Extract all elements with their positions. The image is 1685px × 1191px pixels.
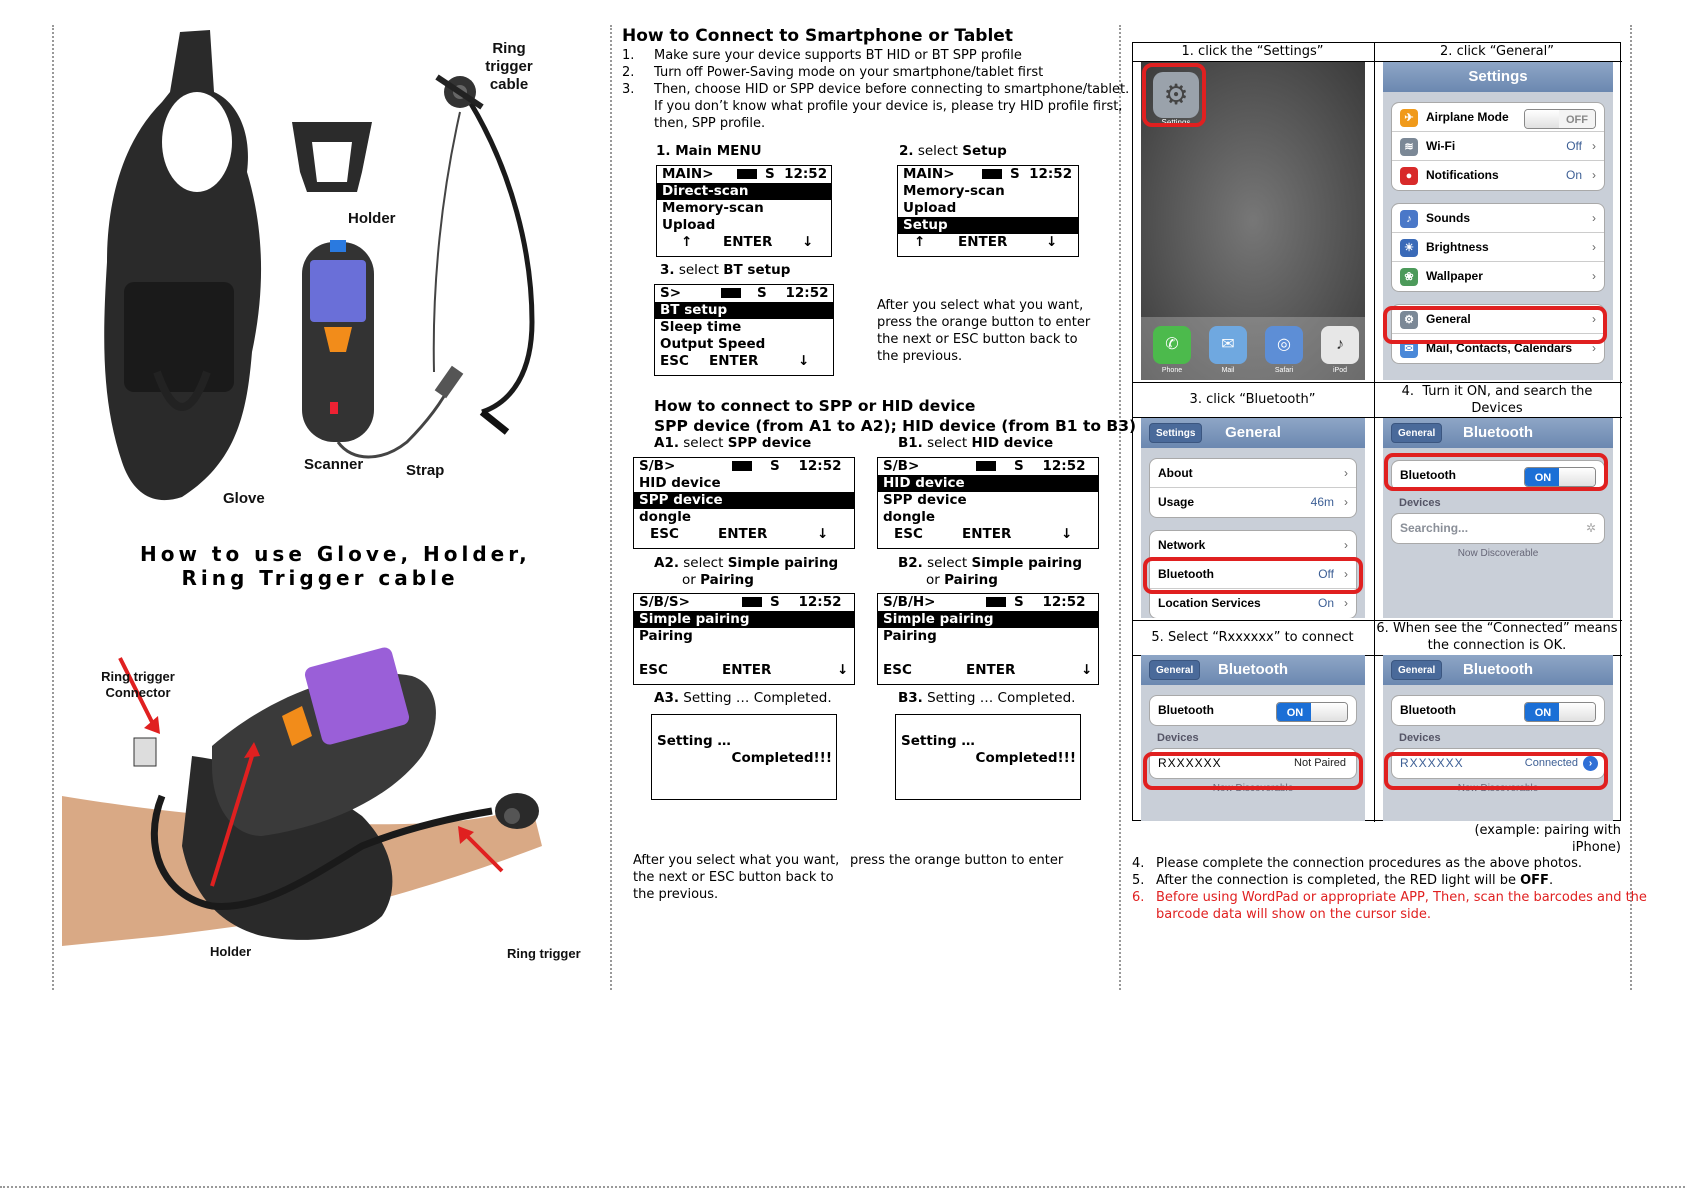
notifications-row[interactable]: ● Notifications On › [1392, 161, 1604, 190]
text-right-cells-4-text: Select “Rxxxxxx” to connect [1167, 630, 1354, 645]
caption-a2 [654, 555, 838, 589]
text-middle-lcdB2-rows-1: Simple pairing [878, 611, 1098, 628]
text-middle-lcd1-rows-3: Upload [662, 217, 716, 233]
text-middle-lcdA1-footer-1: ENTER [718, 526, 768, 542]
location-services-row[interactable]: Location Services On › [1150, 589, 1356, 618]
text-middle-lcd1-footer-1: ENTER [723, 234, 773, 250]
text-right-notes-1-pre: After the connection is completed, the RED light will be [1156, 873, 1521, 888]
example-note: (example: pairing with iPhone) [1474, 823, 1621, 855]
text-middle-lcdB2-status: S 12:52 [1014, 594, 1086, 610]
text-middle-cap2_pre: select [913, 143, 963, 159]
text-middle-lcdB1-status: S 12:52 [1014, 458, 1086, 474]
text-middle-b1_pre: select [922, 435, 972, 451]
lcd-b1-hid [877, 457, 1099, 549]
iphone-bt-notpaired-screen [1141, 655, 1365, 821]
text-middle-b3_num: B3. [898, 690, 923, 706]
step-1-num: 1. [622, 48, 635, 63]
text-right-settings_screen-rows3-1-label: Mail, Contacts, Calendars [1426, 341, 1573, 355]
text-right-bt_search-on: ON [1525, 468, 1561, 487]
text-middle-lcdB2-rows-3 [878, 645, 1098, 662]
text-middle-lcdB1-rows-3: dongle [883, 509, 935, 525]
text-right-home_icons-1: Phone [1161, 367, 1183, 374]
text-right-bt_connected-on: ON [1525, 703, 1561, 722]
text-middle-lcd3-rows-3: Output Speed [660, 336, 766, 352]
about-row[interactable]: About › [1150, 459, 1356, 488]
text-right-bt_notpaired-disc: Now Discoverable [1212, 783, 1294, 794]
text-middle-lcdB2-rows-0: S/B/H> [883, 594, 936, 610]
highlight-device-connected [1383, 751, 1609, 791]
text-middle-lcd2-footer-2: ↓ [1046, 234, 1058, 250]
back-to-settings-button[interactable]: Settings [1149, 423, 1202, 443]
text-middle-a2_num: A2. [654, 555, 679, 571]
brightness-row[interactable]: ☀ Brightness › [1392, 233, 1604, 262]
text-middle-lcdA1-footer-2: ↓ [817, 526, 829, 542]
caption-select-setup [899, 143, 1007, 159]
text-middle-cap1_num: 1. [656, 143, 671, 159]
text-middle-lcdB1-footer-1: ENTER [962, 526, 1012, 542]
text-right-bt_connected-disc: Now Discoverable [1457, 783, 1539, 794]
bluetooth-switch[interactable] [1276, 702, 1348, 722]
text-middle-lcdB2-footer-2: ↓ [1081, 662, 1093, 678]
text-right-bt_connected-devices: Devices [1399, 732, 1441, 744]
text-middle-a1_num: A1. [654, 435, 679, 451]
text-right-cells-2-text: click “Bluetooth” [1206, 392, 1316, 407]
text-right-cells-0-num: 1. [1181, 44, 1194, 59]
text-right-notes-2-text: Before using WordPad or appropriate APP, Then, scan the barcodes and the barcode data will show on the cursor side. [1156, 890, 1647, 922]
bluetooth-toggle-row[interactable] [1392, 696, 1604, 725]
text-middle-a2_or: or [682, 572, 701, 588]
text-middle-lcdA1-status: S 12:52 [770, 458, 842, 474]
back-to-general-button[interactable]: General [1391, 423, 1442, 443]
text-middle-b2_bold: Simple pairing [971, 555, 1083, 571]
text-right-bt_connected-device: RXXXXXX [1400, 756, 1464, 770]
highlight-bluetooth [1142, 556, 1364, 595]
text-middle-lcdB2-footer-0: ESC [883, 662, 912, 678]
cell-caption-2 [1373, 43, 1621, 60]
text-right-home_icons-0: Settings [1161, 118, 1191, 127]
ipod-app-icon[interactable]: ♪ [1321, 326, 1359, 364]
text-middle-lcd3-footer-2: ↓ [798, 353, 810, 369]
text-middle-lcdA2-rows-2: Pairing [639, 628, 693, 644]
wifi-row[interactable]: ≋ Wi-Fi Off › [1392, 132, 1604, 161]
text-right-cells-0-text: click the “Settings” [1198, 44, 1324, 59]
sounds-row[interactable]: ♪ Sounds › [1392, 204, 1604, 233]
settings-app-icon[interactable]: ⚙ [1153, 72, 1199, 118]
text-middle-lcdB1-rows-2: SPP device [883, 492, 967, 508]
final-notes [1132, 855, 1647, 923]
text-right-bt_notpaired-row: Bluetooth [1158, 703, 1214, 717]
label-holder: Holder [348, 210, 396, 227]
text-middle-lcd3-footer-0: ESC [660, 353, 689, 369]
text-right-cells-2-num: 3. [1189, 392, 1202, 407]
bluetooth-toggle-row[interactable] [1150, 696, 1356, 725]
text-middle-lcd3-rows-1: BT setup [655, 302, 833, 319]
text-middle-lcdA1-rows-1: HID device [639, 475, 721, 491]
highlight-bt-on [1383, 452, 1609, 492]
text-right-cells-3-text: Turn it ON, and search the Devices [1422, 384, 1593, 416]
wallpaper-row[interactable]: ❀ Wallpaper › [1392, 262, 1604, 291]
bluetooth-row[interactable]: Bluetooth Off › [1150, 560, 1356, 589]
text-middle-lcdB2-rows-2: Pairing [883, 628, 937, 644]
accessories-photo [62, 22, 602, 512]
divider-right [1630, 25, 1632, 990]
text-right-notes-2-num: 6. [1132, 890, 1145, 905]
mail-contacts-row[interactable]: ✉ Mail, Contacts, Calendars › [1392, 334, 1604, 363]
text-middle-lcdA1-footer-0: ESC [650, 526, 679, 542]
text-middle-lcdA2-rows-1: Simple pairing [634, 611, 854, 628]
step-2-num: 2. [622, 65, 635, 80]
cell-caption-6 [1373, 620, 1621, 654]
usage-row[interactable]: Usage 46m › [1150, 488, 1356, 517]
text-middle-b1_bold: HID device [971, 435, 1054, 451]
text-middle-a1_bold: SPP device [727, 435, 812, 451]
mail-app-icon[interactable]: ✉ [1209, 326, 1247, 364]
highlight-settings [1141, 62, 1207, 128]
text-right-general_screen-rows1-1-label: Usage [1158, 495, 1195, 509]
divider-mid2 [1119, 25, 1121, 990]
text-middle-lcd2-status: S 12:52 [1010, 166, 1073, 182]
phone-app-icon[interactable]: ✆ [1153, 326, 1191, 364]
text-right-notes-0-text: Please complete the connection procedures as the above photos. [1156, 856, 1582, 871]
text-right-cells-1-text: click “General” [1456, 44, 1554, 59]
text-right-general_screen-rows2-2-value: On [1317, 596, 1334, 610]
text-right-general_screen-rows1-1-value: 46m [1310, 495, 1334, 509]
text-middle-lcd2-rows-3: Setup [898, 217, 1078, 234]
highlight-general [1382, 305, 1608, 345]
step-3-text: Then, choose HID or SPP device before connecting to smartphone/tablet. If you don’t know what profile your device is, please try HID profile first, then, SPP profile. [654, 82, 1130, 131]
text-right-notes-1-bold: OFF [1520, 873, 1549, 888]
text-right-bt_search-searching: Searching... [1400, 521, 1469, 535]
text-right-settings_screen-rows1-0-value: OFF [1559, 110, 1595, 129]
text-right-bt_notpaired-on: ON [1277, 703, 1313, 722]
text-right-notes-0-num: 4. [1132, 856, 1145, 871]
text-right-home_icons-2: Mail [1221, 367, 1235, 374]
text-middle-lcdB1-footer-2: ↓ [1061, 526, 1073, 542]
lcd-a1-spp [633, 457, 855, 549]
text-middle-b2_bold2: Pairing [944, 572, 998, 588]
glove-usage-title: How to use Glove, Holder, Ring Trigger cable [140, 542, 531, 590]
bottom-border [0, 1186, 1685, 1188]
text-middle-spp_head2: SPP device (from A1 to A2); HID device (from B1 to B3) [654, 417, 1137, 435]
lcd-a2-pairing [633, 593, 855, 685]
text-middle-lcdA3-line2: Completed!!! [731, 750, 832, 766]
text-middle-lcdA2-footer-2: ↓ [837, 662, 849, 678]
text-right-bt_search-devices: Devices [1399, 497, 1441, 509]
text-middle-b1_num: B1. [898, 435, 923, 451]
text-right-home_icons-4: iPod [1332, 367, 1347, 374]
text-middle-lcd2-rows-0: MAIN> [903, 166, 955, 182]
connect-steps [622, 47, 1130, 132]
text-middle-lcd1-footer-0: ↑ [681, 234, 693, 250]
lcd-a3-completed [651, 714, 837, 800]
caption-a3 [654, 690, 832, 706]
text-middle-lcd1-footer-2: ↓ [802, 234, 814, 250]
lcd-main-menu [656, 165, 832, 257]
text-right-settings_screen-rows2-1-label: Brightness [1426, 240, 1489, 254]
text-right-bt_connected-status: Connected [1524, 757, 1578, 769]
text-right-bt_notpaired-title: Bluetooth [1218, 661, 1288, 678]
text-right-notes-1-post: . [1548, 873, 1554, 888]
safari-app-icon[interactable]: ◎ [1265, 326, 1303, 364]
text-right-settings_screen-rows3-0-label: General [1426, 312, 1471, 326]
text-middle-lcdA3-line1: Setting … [657, 733, 731, 749]
lcd-bt-setup [654, 284, 834, 376]
text-middle-lcd3-rows-0: S> [660, 285, 682, 301]
iphone-bt-connected-screen [1383, 655, 1613, 821]
text-right-settings_screen-rows2-2-label: Wallpaper [1426, 269, 1483, 283]
text-middle-lcd1-status: S 12:52 [765, 166, 828, 182]
text-middle-lcdA2-rows-3 [634, 645, 854, 662]
label-strap: Strap [406, 462, 445, 479]
network-row[interactable]: Network › [1150, 531, 1356, 560]
back-to-general-button[interactable]: General [1149, 660, 1200, 680]
text-right-general_screen-rows1-0-label: About [1158, 466, 1193, 480]
text-right-general_screen-rows2-2-label: Location Services [1158, 596, 1261, 610]
iphone-bt-search-screen [1383, 418, 1613, 618]
text-middle-lcdB3-line1: Setting … [901, 733, 975, 749]
text-middle-lcdA1-rows-0: S/B> [639, 458, 676, 474]
divider-mid1 [610, 25, 612, 990]
divider-left [52, 25, 54, 990]
text-middle-lcd2-footer-1: ENTER [958, 234, 1008, 250]
text-middle-lcdA1-rows-2: SPP device [634, 492, 854, 509]
text-middle-lcdB1-footer-0: ESC [894, 526, 923, 542]
text-middle-lcdA2-footer-1: ENTER [722, 662, 772, 678]
text-right-general_screen-rows2-1-label: Bluetooth [1158, 567, 1214, 581]
connect-heading: How to Connect to Smartphone or Tablet [622, 26, 1013, 46]
text-right-home_icons-3: Safari [1274, 367, 1294, 374]
text-middle-lcdA2-rows-0: S/B/S> [639, 594, 690, 610]
text-right-cells-4-num: 5. [1151, 630, 1164, 645]
text-middle-b2_or: or [926, 572, 945, 588]
text-right-settings_screen-rows1-0-label: Airplane Mode [1426, 110, 1509, 124]
bluetooth-switch[interactable] [1524, 702, 1596, 722]
text-middle-a1_pre: select [678, 435, 728, 451]
text-middle-lcd2-footer-0: ↑ [914, 234, 926, 250]
text-middle-a2_pre: select [678, 555, 728, 571]
info-icon[interactable]: › [1583, 756, 1598, 771]
label-ring-trigger-cable: Ring trigger cable [485, 40, 533, 93]
text-right-cells-5-text: When see the “Connected” means the connection is OK. [1392, 621, 1618, 653]
text-middle-lcdA2-footer-0: ESC [639, 662, 668, 678]
step-1-text: Make sure your device supports BT HID or BT SPP profile [654, 48, 1022, 63]
text-right-cells-1-num: 2. [1440, 44, 1453, 59]
caption-main-menu [656, 143, 762, 159]
text-right-general_screen-rows2-0-label: Network [1158, 538, 1206, 552]
text-middle-lcd3-rows-2: Sleep time [660, 319, 742, 335]
text-right-bt_search-row: Bluetooth [1400, 468, 1456, 482]
text-middle-lcdB1-rows-0: S/B> [883, 458, 920, 474]
text-right-bt_search-title: Bluetooth [1463, 424, 1533, 441]
lcd-b2-pairing [877, 593, 1099, 685]
text-middle-a3_num: A3. [654, 690, 679, 706]
text-middle-lcd2-rows-1: Memory-scan [903, 183, 1005, 199]
text-right-settings_screen-rows1-1-value: Off [1566, 139, 1582, 153]
text-middle-b2_pre: select [922, 555, 972, 571]
text-middle-lcdA2-status: S 12:52 [770, 594, 842, 610]
text-middle-b3_txt: Setting … Completed. [922, 690, 1076, 706]
text-middle-lcd3-footer-1: ENTER [709, 353, 759, 369]
text-middle-lcdB2-footer-1: ENTER [966, 662, 1016, 678]
caption-b2 [898, 555, 1082, 589]
text-middle-cap1_txt: Main MENU [670, 143, 762, 159]
text-right-notes-1-num: 5. [1132, 873, 1145, 888]
text-right-settings_screen-rows1-2-label: Notifications [1426, 168, 1499, 182]
text-middle-b2_num: B2. [898, 555, 923, 571]
note-navigation-2a: After you select what you want, the next or ESC button back to the previous. [633, 853, 840, 902]
text-middle-lcd1-rows-1: Direct-scan [657, 183, 831, 200]
text-middle-cap3_pre: select [674, 262, 724, 278]
caption-b1 [898, 435, 1053, 451]
text-middle-cap2_num: 2. [899, 143, 914, 159]
highlight-device-notpaired [1142, 751, 1364, 791]
lcd-b3-completed [895, 714, 1081, 800]
cell-caption-1 [1132, 43, 1373, 60]
text-right-bt_search-disc: Now Discoverable [1457, 548, 1539, 559]
airplane-mode-row[interactable]: ✈ Airplane Mode OFF [1392, 103, 1604, 132]
text-right-bt_notpaired-devices: Devices [1157, 732, 1199, 744]
general-row[interactable]: ⚙ General › [1392, 305, 1604, 334]
text-middle-cap2_bold: Setup [962, 143, 1007, 159]
text-middle-lcdB1-rows-1: HID device [878, 475, 1098, 492]
text-middle-a2_bold2: Pairing [700, 572, 754, 588]
text-middle-a2_bold: Simple pairing [727, 555, 839, 571]
text-right-bt_connected-row: Bluetooth [1400, 703, 1456, 717]
text-right-general_screen-rows2-1-value: Off [1318, 567, 1334, 581]
spp-hid-heading [654, 396, 1136, 436]
cell-caption-5 [1132, 629, 1373, 646]
label-scanner: Scanner [304, 456, 364, 473]
text-right-settings_screen-rows2-0-label: Sounds [1426, 211, 1470, 225]
back-to-general-button[interactable]: General [1391, 660, 1442, 680]
text-middle-lcd3-status: S 12:52 [757, 285, 829, 301]
label-holder-worn: Holder [210, 944, 252, 959]
cell-caption-4 [1373, 383, 1621, 417]
step-2-text: Turn off Power-Saving mode on your smartphone/tablet first [654, 65, 1044, 80]
lcd-setup [897, 165, 1079, 257]
caption-a1 [654, 435, 811, 451]
text-middle-spp_head1: How to connect to SPP or HID device [654, 397, 976, 415]
text-right-bt_notpaired-device: RXXXXXX [1158, 756, 1222, 770]
label-glove: Glove [223, 490, 265, 507]
text-middle-lcd2-rows-2: Upload [903, 200, 957, 216]
text-right-general_screen-title: General [1225, 424, 1281, 441]
text-right-bt_connected-title: Bluetooth [1463, 661, 1533, 678]
note-navigation-2b: press the orange button to enter [850, 853, 1064, 868]
caption-bt-setup [660, 262, 790, 278]
caption-b3 [898, 690, 1075, 706]
settings-title: Settings [1383, 62, 1613, 92]
text-right-cells-5-num: 6. [1376, 621, 1389, 636]
text-middle-lcdB3-line2: Completed!!! [975, 750, 1076, 766]
label-ring-trigger: Ring trigger [507, 946, 581, 961]
text-middle-a3_txt: Setting … Completed. [678, 690, 832, 706]
text-middle-cap3_bold: BT setup [723, 262, 791, 278]
text-middle-cap3_num: 3. [660, 262, 675, 278]
text-right-bt_notpaired-status: Not Paired [1294, 757, 1346, 769]
text-right-settings_screen-rows1-1-label: Wi-Fi [1426, 139, 1456, 153]
cell-caption-3 [1132, 391, 1373, 408]
step-3-num: 3. [622, 82, 635, 97]
searching-row: Searching... ✲ [1400, 521, 1596, 535]
text-middle-lcdA1-rows-3: dongle [639, 509, 691, 525]
label-ring-trigger-connector: Ring trigger Connector [101, 669, 175, 700]
text-right-settings_screen-rows1-2-value: On [1565, 168, 1582, 182]
text-right-cells-3-num: 4. [1401, 384, 1415, 399]
note-navigation-1: After you select what you want, press the orange button to enter the next or ESC button back to the previous. [877, 298, 1091, 364]
lcd-row: MAIN> [662, 166, 714, 182]
text-middle-lcd1-rows-2: Memory-scan [662, 200, 764, 216]
